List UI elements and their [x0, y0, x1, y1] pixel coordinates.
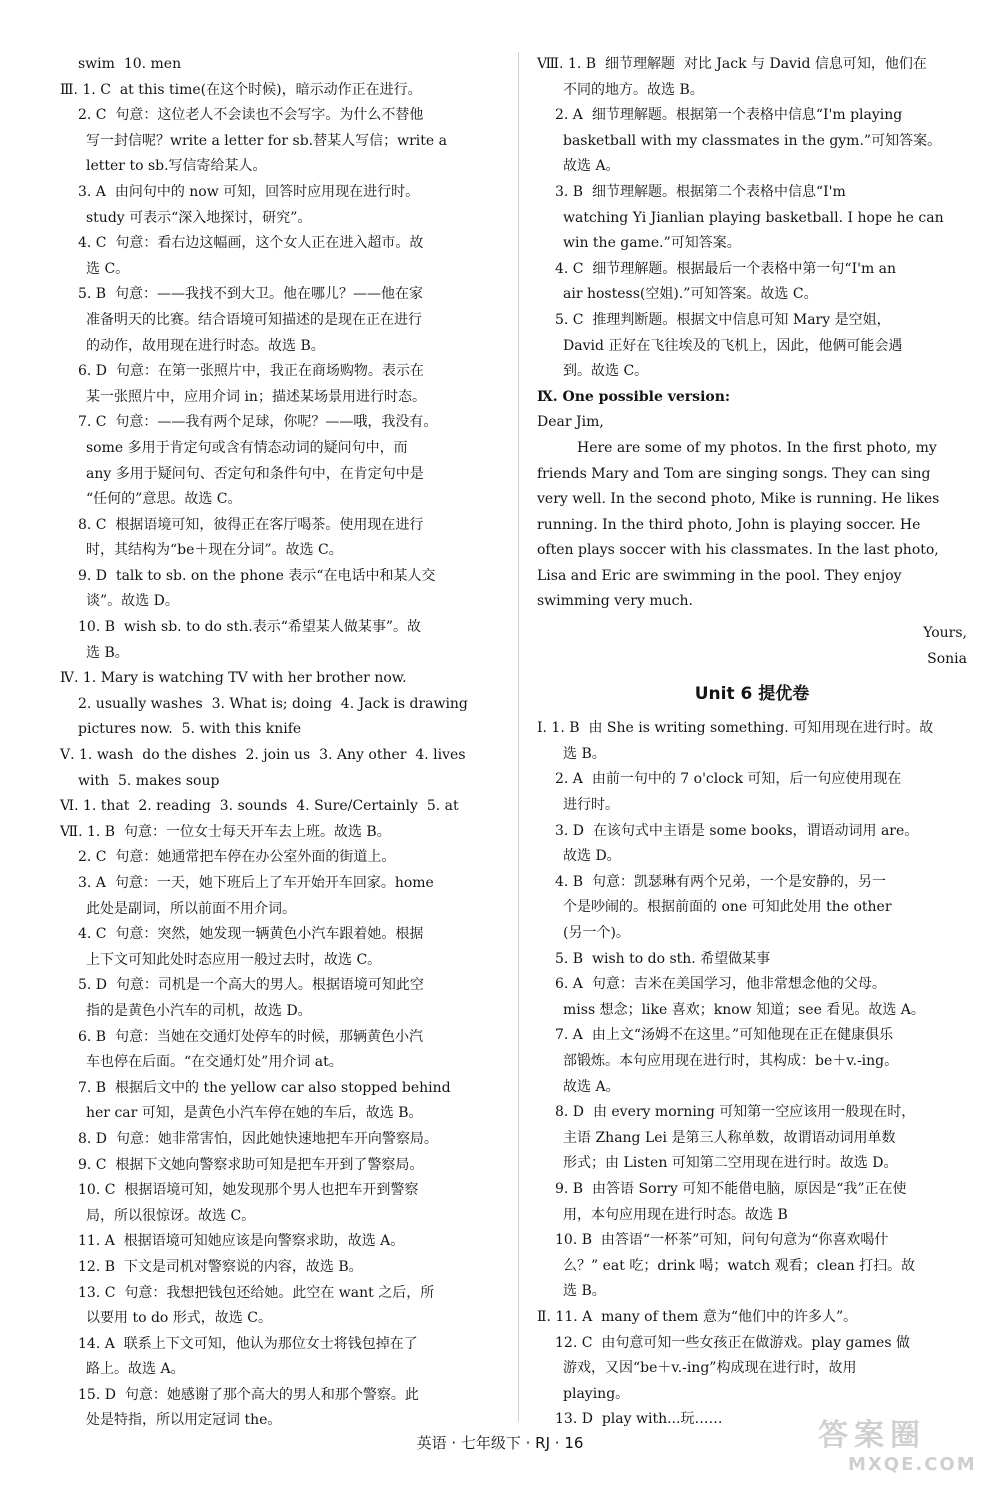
answer-text: basketball with my classmates in the gym.”可知答案。	[563, 132, 942, 149]
answers-section-8	[537, 52, 967, 385]
answer-number: 10. B	[555, 1232, 601, 1249]
answer-line	[60, 1076, 500, 1102]
answer-text: 句意：我想把钱包还给她。此空在 want 之后，所	[124, 1284, 435, 1301]
answer-number: 3. B	[555, 183, 592, 200]
answer-number: 12. B	[78, 1258, 124, 1275]
answer-line	[60, 769, 500, 795]
answer-line	[537, 52, 967, 78]
answer-line	[60, 615, 500, 641]
unit-title: Unit 6 提优卷	[694, 684, 810, 705]
answer-text: 么？” eat 吃；drink 喝；watch 观看；clean 打扫。故	[563, 1257, 916, 1274]
answer-text: air hostess(空姐).”可知答案。故选 C。	[563, 286, 818, 303]
answer-text: talk to sb. on the phone 表示“在电话中和某人交	[115, 567, 436, 584]
answer-text: 由句意可知一些女孩正在做游戏。play games 做	[601, 1334, 910, 1351]
answer-text: 句意：突然，她发现一辆黄色小汽车跟着她。根据	[115, 926, 424, 943]
answer-text: 句意：当她在交通灯处停车的时候，那辆黄色小汽	[115, 1028, 423, 1045]
answer-text: 句意：在第一张照片中，我正在商场购物。表示在	[115, 363, 424, 380]
answer-line	[537, 767, 967, 793]
answer-line	[537, 1100, 967, 1126]
answer-line	[537, 1126, 967, 1152]
answer-line	[60, 1357, 500, 1383]
answer-line	[60, 78, 500, 104]
watermark-text: 答案圈	[818, 1418, 926, 1453]
letter-greeting: Dear Jim,	[537, 414, 604, 431]
right-column	[537, 52, 967, 1433]
answer-line	[60, 743, 500, 769]
answer-line	[60, 641, 500, 667]
answer-line	[537, 282, 967, 308]
answer-text: 指的是黄色小汽车的司机，故选 D。	[86, 1002, 312, 1019]
answer-text: wash do the dishes 2. join us 3. Any other 4. lives	[96, 747, 466, 764]
answer-text: letter to sb.写信寄给某人。	[86, 158, 267, 175]
letter-line: very well. In the second photo, Mike is running. He likes	[537, 491, 940, 508]
letter-closing: Yours,	[923, 625, 967, 642]
answer-text: 由 every morning 可知第一空应该用一般现在时，	[592, 1104, 916, 1121]
answer-text: 由上文“汤姆不在这里。”可知他现在正在健康俱乐	[591, 1027, 894, 1044]
answer-number: Ⅶ. 1. B	[60, 823, 124, 840]
answer-text: 句意：——我找不到大卫。他在哪儿？——他在家	[115, 286, 423, 303]
answer-line	[60, 308, 500, 334]
letter-line: often plays soccer with his classmates. In the last photo,	[537, 542, 939, 559]
answer-text: 故选 D。	[563, 848, 621, 865]
answer-text: 故选 A。	[563, 158, 620, 175]
answer-text: 由 She is writing something. 可知用现在进行时。故	[588, 720, 934, 737]
answer-text: 句意：吉米在美国学习，他非常想念他的父母。	[591, 976, 886, 993]
answer-text: 某一张照片中，应用介词 in；描述某场景用进行时态。	[86, 388, 426, 405]
answer-number: 4. C	[78, 235, 116, 252]
answer-text: 在该句式中主语是 some books，谓语动词用 are。	[592, 822, 919, 839]
answer-line	[537, 1254, 967, 1280]
answer-number: Ⅰ. 1. B	[537, 720, 589, 737]
answer-line	[60, 154, 500, 180]
answer-line	[537, 998, 967, 1024]
answer-text: 细节理解题。根据第一个表格中信息“I'm playing	[591, 107, 903, 124]
answer-number: Ⅱ. 11. A	[537, 1308, 602, 1325]
answer-line	[60, 1281, 500, 1307]
answer-text: 选 C。	[86, 260, 130, 277]
answer-text: David 正好在飞往埃及的飞机上，因此，他俩可能会遇	[563, 337, 903, 354]
answer-text: 形式；由 Listen 可知第二空用现在进行时。故选 D。	[563, 1155, 898, 1172]
answer-line	[537, 793, 967, 819]
answer-text: 谈”。故选 D。	[86, 593, 179, 610]
answer-number: 10. B	[78, 619, 124, 636]
answer-text: wish to do sth. 希望做某事	[592, 950, 771, 967]
answer-text: 根据后文中的 the yellow car also stopped behind	[115, 1079, 451, 1096]
answer-number: 7. C	[78, 414, 116, 431]
answer-line	[60, 1178, 500, 1204]
answer-line	[537, 129, 967, 155]
answer-number: 10. C	[78, 1182, 125, 1199]
answer-text: some 多用于肯定句或含有情态动词的疑问句中，而	[86, 439, 408, 456]
answer-number: 9. B	[555, 1180, 592, 1197]
answer-text: 句意：司机是一个高大的男人。根据语境可知此空	[115, 977, 424, 994]
answer-text: 的动作，故用现在进行时态。故选 B。	[86, 337, 325, 354]
answer-line	[60, 206, 500, 232]
answer-line	[537, 1023, 967, 1049]
answer-line	[60, 717, 500, 743]
answer-number: 9. C	[78, 1156, 116, 1173]
answer-number: 5. D	[78, 977, 116, 994]
answer-text: swim 10. men	[78, 56, 182, 72]
answer-number: 5. B	[555, 950, 592, 967]
answer-line	[537, 921, 967, 947]
answer-number: Ⅷ. 1. B	[537, 56, 605, 72]
answer-text: 用，本句应用现在进行时态。故选 B	[563, 1206, 788, 1223]
answer-text: 选 B。	[563, 1283, 606, 1300]
answer-text: “任何的”意思。故选 C。	[86, 491, 242, 508]
left-column	[60, 52, 500, 1434]
answer-line	[537, 103, 967, 129]
answer-text: 句意：——我有两个足球，你呢？——哦，我没有。	[115, 414, 438, 431]
answer-text: 推理判断题。根据文中信息可知 Mary 是空姐，	[592, 311, 891, 328]
answer-line	[60, 845, 500, 871]
answer-text: 由答语“一杯茶”可知，问句句意为“你喜欢喝什	[600, 1232, 889, 1249]
answer-line	[537, 844, 967, 870]
answer-text: 路上。故选 A。	[86, 1361, 185, 1378]
answer-number: 5. C	[555, 311, 593, 328]
answer-text: 根据下文她向警察求助可知是把车开到了警察局。	[115, 1156, 424, 1173]
answer-line	[60, 129, 500, 155]
answer-line	[537, 1331, 967, 1357]
answer-line	[537, 1228, 967, 1254]
answer-number: 8. D	[78, 1130, 116, 1147]
writing-header: Ⅸ. One possible version:	[537, 388, 731, 405]
answer-line	[537, 1075, 967, 1101]
answer-number: 6. D	[78, 363, 116, 380]
answer-line	[60, 180, 500, 206]
answer-text: 句意：这位老人不会读也不会写字。为什么不替他	[115, 107, 424, 124]
answer-line	[537, 154, 967, 180]
answer-text: watching Yi Jianlian playing basketball. I hope he can	[563, 209, 944, 226]
answer-text: with 5. makes soup	[78, 772, 220, 789]
answer-text: 句意：凯瑟琳有两个兄弟，一个是安静的，另一	[592, 873, 886, 890]
answer-number: 5. B	[78, 286, 115, 303]
answer-text: 由问句中的 now 可知，回答时应用现在进行时。	[114, 183, 420, 200]
answer-number: 6. B	[78, 1028, 115, 1045]
column-divider	[518, 52, 519, 1422]
answer-line	[60, 385, 500, 411]
answer-text: 个是吵闹的。根据前面的 one 可知此处用 the other	[563, 899, 892, 916]
answer-number: 3. A	[78, 875, 115, 891]
answer-line	[60, 52, 500, 78]
answer-text: many of them 意为“他们中的许多人”。	[601, 1308, 858, 1325]
answer-text: 细节理解题。根据最后一个表格中第一句“I'm an	[592, 260, 897, 277]
answer-line	[537, 1151, 967, 1177]
answer-line	[60, 922, 500, 948]
answer-line	[60, 794, 500, 820]
answer-line	[60, 1127, 500, 1153]
answer-line	[537, 206, 967, 232]
answer-line	[60, 487, 500, 513]
answer-line	[537, 895, 967, 921]
letter-line: swimming very much.	[537, 593, 693, 610]
answer-number: 13. D	[555, 1411, 602, 1428]
answer-text: pictures now. 5. with this knife	[78, 721, 302, 738]
letter-line: running. In the third photo, John is playing soccer. He	[537, 516, 921, 533]
answer-text: 故选 A。	[563, 1078, 620, 1095]
answer-text: 句意：一天，她下班后上了车开始开车回家。home	[114, 875, 434, 891]
answer-number: Ⅳ. 1.	[60, 670, 101, 687]
answer-text: (另一个)。	[563, 925, 630, 941]
answer-line	[60, 897, 500, 923]
answer-text: 句意：看右边这幅画，这个女人正在进入超市。故	[115, 235, 424, 252]
answer-line	[60, 103, 500, 129]
answer-text: 主语 Zhang Lei 是第三人称单数，故谓语动词用单数	[563, 1129, 896, 1146]
answer-text: 处是特指，所以用定冠词 the。	[86, 1412, 282, 1429]
answer-line	[60, 564, 500, 590]
answer-line	[60, 538, 500, 564]
answer-line	[537, 231, 967, 257]
answer-number: 2. A	[555, 107, 592, 124]
answer-line	[60, 436, 500, 462]
answer-line	[60, 1101, 500, 1127]
answer-line	[60, 410, 500, 436]
answer-line	[60, 1204, 500, 1230]
answer-text: that 2. reading 3. sounds 4. Sure/Certainly 5. at	[100, 798, 459, 815]
answer-line	[60, 589, 500, 615]
answer-number: Ⅴ. 1.	[60, 747, 97, 764]
letter-body	[537, 436, 967, 615]
answer-line	[60, 1153, 500, 1179]
answer-text: 由答语 Sorry 可知不能借电脑，原因是“我”正在使	[592, 1180, 907, 1197]
answer-line	[60, 999, 500, 1025]
answer-line	[60, 973, 500, 999]
answer-line	[537, 1356, 967, 1382]
answer-line	[60, 257, 500, 283]
letter-signature: Sonia	[927, 650, 967, 667]
answer-text: play with...玩……	[601, 1411, 723, 1428]
answers-unit-6	[537, 716, 967, 1433]
answer-line	[537, 742, 967, 768]
answer-number: 8. D	[555, 1104, 593, 1121]
answer-line	[537, 78, 967, 104]
answer-text: 进行时。	[563, 797, 619, 814]
answer-line	[537, 1279, 967, 1305]
answer-text: 联系上下文可知，他认为那位女士将钱包掉在了	[123, 1335, 418, 1352]
answer-line	[537, 819, 967, 845]
answer-text: 选 B。	[563, 745, 606, 762]
answer-text: 2. usually washes 3. What is; doing 4. Jack is drawing	[78, 695, 468, 712]
answer-line	[537, 334, 967, 360]
answer-text: 上下文可知此处时态应用一般过去时，故选 C。	[86, 951, 382, 968]
answer-number: 15. D	[78, 1386, 125, 1403]
answer-number: 2. C	[78, 107, 116, 124]
answer-number: 4. B	[555, 873, 592, 890]
answer-text: at this time(在这个时候)，暗示动作正在进行。	[119, 81, 422, 98]
answer-text: 细节理解题 对比 Jack 与 David 信息可知，他们在	[604, 56, 927, 72]
answer-text: 根据语境可知，她发现那个男人也把车开到警察	[124, 1182, 419, 1199]
answer-text: 选 B。	[86, 644, 129, 661]
answer-text: 以要用 to do 形式，故选 C。	[86, 1310, 272, 1327]
answer-line	[60, 948, 500, 974]
answer-line	[537, 947, 967, 973]
answer-line	[537, 716, 967, 742]
answer-number: 2. C	[78, 849, 116, 866]
answer-text: her car 可知，是黄色小汽车停在她的车后，故选 B。	[86, 1105, 423, 1122]
answer-text: 根据语境可知，彼得正在客厅喝茶。使用现在进行	[115, 516, 424, 533]
answer-line	[60, 231, 500, 257]
answer-line	[537, 1305, 967, 1331]
answer-line	[60, 1025, 500, 1051]
answer-number: 3. D	[555, 822, 593, 839]
answer-number: 4. C	[78, 926, 116, 943]
answer-number: Ⅲ. 1. C	[60, 81, 120, 98]
answer-text: miss 想念；like 喜欢；know 知道；see 看见。故选 A。	[563, 1001, 925, 1018]
answer-text: 准备明天的比赛。结合语境可知描述的是现在正在进行	[86, 311, 422, 328]
answer-number: 2. A	[555, 771, 592, 788]
answer-text: wish sb. to do sth.表示“希望某人做某事”。故	[123, 619, 422, 636]
watermark-logo	[818, 1418, 988, 1484]
answer-number: 7. A	[555, 1027, 592, 1044]
answer-text: 由前一句中的 7 o'clock 可知，后一句应使用现在	[591, 771, 902, 788]
answer-line	[60, 334, 500, 360]
answer-number: Ⅵ. 1.	[60, 798, 101, 815]
answer-line	[537, 308, 967, 334]
answer-text: 到。故选 C。	[563, 363, 649, 380]
writing-sample	[537, 385, 967, 673]
answer-text: win the game.”可知答案。	[563, 235, 741, 252]
letter-line: Here are some of my photos. In the first photo, my	[577, 439, 937, 456]
answer-line	[537, 359, 967, 385]
answer-text: 句意：她非常害怕，因此她快速地把车开向警察局。	[115, 1130, 438, 1147]
page-footer: 英语 · 七年级下 · RJ · 16	[416, 1434, 584, 1452]
answer-line	[537, 972, 967, 998]
answer-text: 根据语境可知她应该是向警察求助，故选 A。	[123, 1233, 405, 1250]
letter-line: friends Mary and Tom are singing songs. They can sing	[537, 465, 931, 482]
answer-line	[60, 359, 500, 385]
answer-line	[60, 692, 500, 718]
answer-text: playing。	[563, 1385, 630, 1402]
answer-text: Mary is watching TV with her brother now.	[100, 670, 407, 687]
answer-line	[60, 1383, 500, 1409]
answer-text: 句意：她感谢了那个高大的男人和那个警察。此	[124, 1386, 419, 1403]
answer-line	[60, 1332, 500, 1358]
answer-line	[537, 1049, 967, 1075]
watermark-url: MXQE.COM	[848, 1454, 977, 1475]
answer-line	[60, 1255, 500, 1281]
answer-text: 下文是司机对警察说的内容，故选 B。	[123, 1258, 363, 1275]
answer-text: 时，其结构为“be＋现在分词”。故选 C。	[86, 542, 343, 559]
answer-line	[537, 1382, 967, 1408]
answer-line	[60, 1050, 500, 1076]
answer-text: 部锻炼。本句应用现在进行时，其构成：be＋v.-ing。	[563, 1052, 899, 1069]
answer-line	[60, 1408, 500, 1434]
answer-line	[60, 871, 500, 897]
answer-text: 细节理解题。根据第二个表格中信息“I'm	[592, 183, 846, 200]
answer-line	[60, 1306, 500, 1332]
answer-number: 13. C	[78, 1284, 125, 1301]
answer-text: 局，所以很惊讶。故选 C。	[86, 1207, 256, 1224]
answer-text: any 多用于疑问句、否定句和条件句中，在肯定句中是	[86, 465, 424, 482]
answer-line	[537, 1203, 967, 1229]
answer-number: 8. C	[78, 516, 116, 533]
answer-text: study 可表示“深入地探讨，研究”。	[86, 209, 312, 226]
answer-number: 11. A	[78, 1233, 124, 1250]
answer-line	[537, 1177, 967, 1203]
answer-number: 9. D	[78, 567, 116, 584]
answer-line	[537, 180, 967, 206]
answer-line	[60, 820, 500, 846]
answer-text: 句意：一位女士每天开车去上班。故选 B。	[123, 823, 391, 840]
answer-text: 车也停在后面。“在交通灯处”用介词 at。	[86, 1054, 343, 1071]
letter-line: Lisa and Eric are swimming in the pool. They enjoy	[537, 567, 902, 584]
answer-line	[537, 870, 967, 896]
answer-number: 6. A	[555, 976, 592, 993]
answer-text: 句意：她通常把车停在办公室外面的街道上。	[115, 849, 396, 866]
answer-line	[537, 257, 967, 283]
answer-line	[60, 666, 500, 692]
answer-number: 7. B	[78, 1079, 115, 1096]
answer-number: 4. C	[555, 260, 593, 277]
answer-number: 12. C	[555, 1334, 602, 1351]
answer-line	[60, 513, 500, 539]
answer-line	[60, 462, 500, 488]
answer-line	[60, 282, 500, 308]
answer-line	[60, 1229, 500, 1255]
answer-text: 不同的地方。故选 B。	[563, 81, 704, 98]
answer-text: 写一封信呢？write a letter for sb.替某人写信；write a	[86, 132, 447, 149]
answer-text: 游戏，又因“be＋v.-ing”构成现在进行时，故用	[563, 1360, 857, 1377]
answer-number: 3. A	[78, 183, 115, 200]
answer-text: 此处是副词，所以前面不用介词。	[86, 900, 296, 917]
answer-number: 14. A	[78, 1335, 124, 1352]
